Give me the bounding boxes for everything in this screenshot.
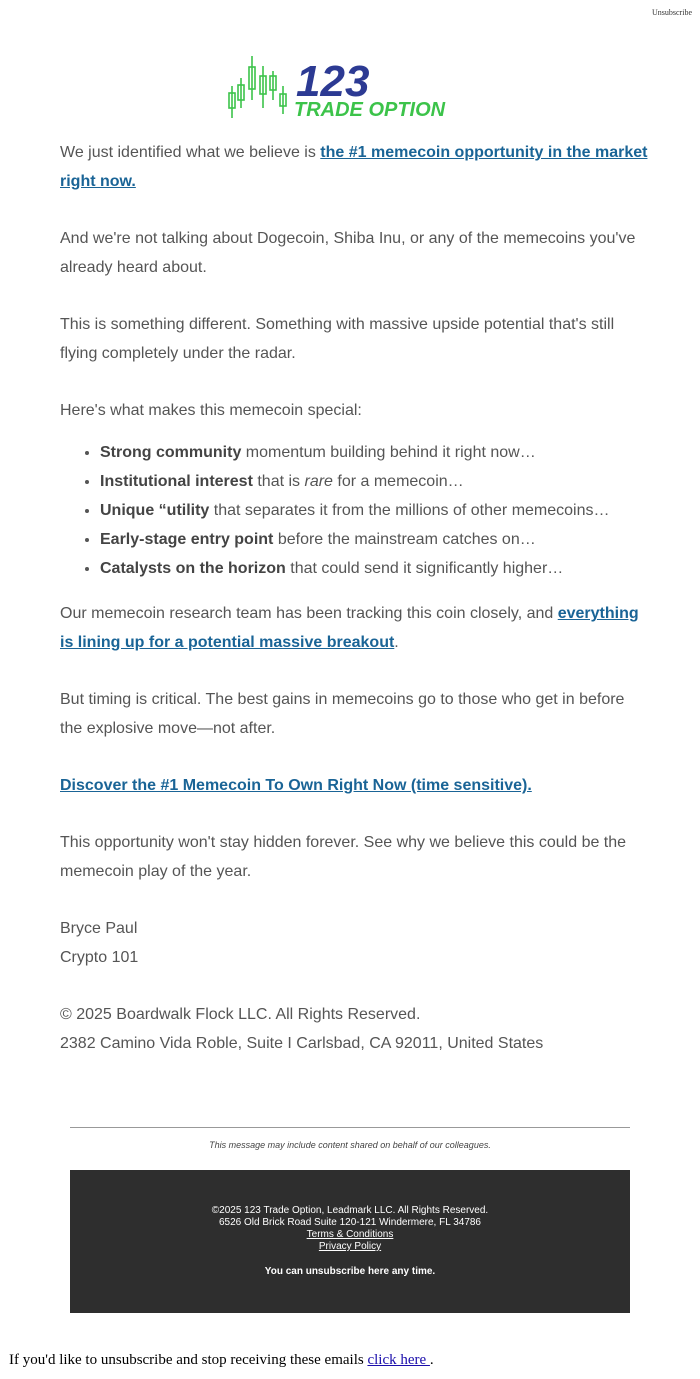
email-body xyxy=(60,138,650,1058)
different-paragraph: This is something different. Something with massive upside potential that's still flying completely under the radar. xyxy=(60,316,615,362)
footer-address: 6526 Old Brick Road Suite 120-121 Windermere, FL 34786 xyxy=(219,1217,481,1228)
feature-list xyxy=(60,438,650,583)
bottom-unsubscribe-line: If you'd like to unsubscribe and stop receiving these emails click here . xyxy=(9,1352,434,1368)
signature-name: Bryce Paul xyxy=(60,920,138,937)
dark-footer xyxy=(70,1170,630,1313)
list-item: • Institutional interest that is rare for a memecoin… xyxy=(100,467,650,496)
timing-paragraph: But timing is critical. The best gains in memecoins go to those who get in before the explosive move—not after. xyxy=(60,691,625,737)
list-item: • Early-stage entry point before the mainstream catches on… xyxy=(100,525,650,554)
list-item: • Catalysts on the horizon that could send it significantly higher… xyxy=(100,554,650,583)
list-item: • Strong community momentum building behind it right now… xyxy=(100,438,650,467)
opportunity-link[interactable]: the #1 memecoin opportunity in the market right now. xyxy=(60,144,648,190)
signature xyxy=(60,914,650,972)
logo-number: 123 xyxy=(296,57,370,106)
footer-copyright: ©2025 123 Trade Option, Leadmark LLC. All Rights Reserved. xyxy=(211,1205,489,1216)
list-item: • Unique “utility that separates it from the millions of other memecoins… xyxy=(100,496,650,525)
cta-paragraph xyxy=(60,771,650,800)
address-text: 2382 Camino Vida Roble, Suite I Carlsbad, CA 92011, United States xyxy=(60,1035,544,1052)
click-here-link[interactable]: click here xyxy=(367,1352,430,1368)
signature-title: Crypto 101 xyxy=(60,949,139,966)
special-paragraph: Here's what makes this memecoin special: xyxy=(60,402,362,419)
colleagues-note: This message may include content shared on behalf of our colleagues. xyxy=(209,1140,491,1150)
brand-logo[interactable] xyxy=(226,54,476,124)
footer-unsubscribe-note[interactable]: You can unsubscribe here any time. xyxy=(264,1266,436,1277)
logo-tagline: TRADE OPTION xyxy=(294,99,446,121)
dogecoin-paragraph: And we're not talking about Dogecoin, Shiba Inu, or any of the memecoins you've already heard about. xyxy=(60,230,636,276)
privacy-link[interactable]: Privacy Policy xyxy=(318,1241,382,1252)
body-copyright xyxy=(60,1000,650,1058)
research-paragraph: Our memecoin research team has been tracking this coin closely, and everything is lining up for a potential massive breakout. xyxy=(60,605,639,651)
terms-link[interactable]: Terms & Conditions xyxy=(306,1229,394,1240)
intro-paragraph: We just identified what we believe is the #1 memecoin opportunity in the market right now. xyxy=(60,144,648,190)
discover-cta-link[interactable]: Discover the #1 Memecoin To Own Right Now (time sensitive). xyxy=(60,777,532,794)
hidden-paragraph: This opportunity won't stay hidden forever. See why we believe this could be the memecoin play of the year. xyxy=(60,834,627,880)
copyright-text: © 2025 Boardwalk Flock LLC. All Rights Reserved. xyxy=(60,1006,421,1023)
footer-divider xyxy=(70,1127,630,1128)
breakout-link[interactable]: everything is lining up for a potential massive breakout xyxy=(60,605,639,651)
top-unsubscribe-link[interactable]: Unsubscribe xyxy=(652,8,692,17)
